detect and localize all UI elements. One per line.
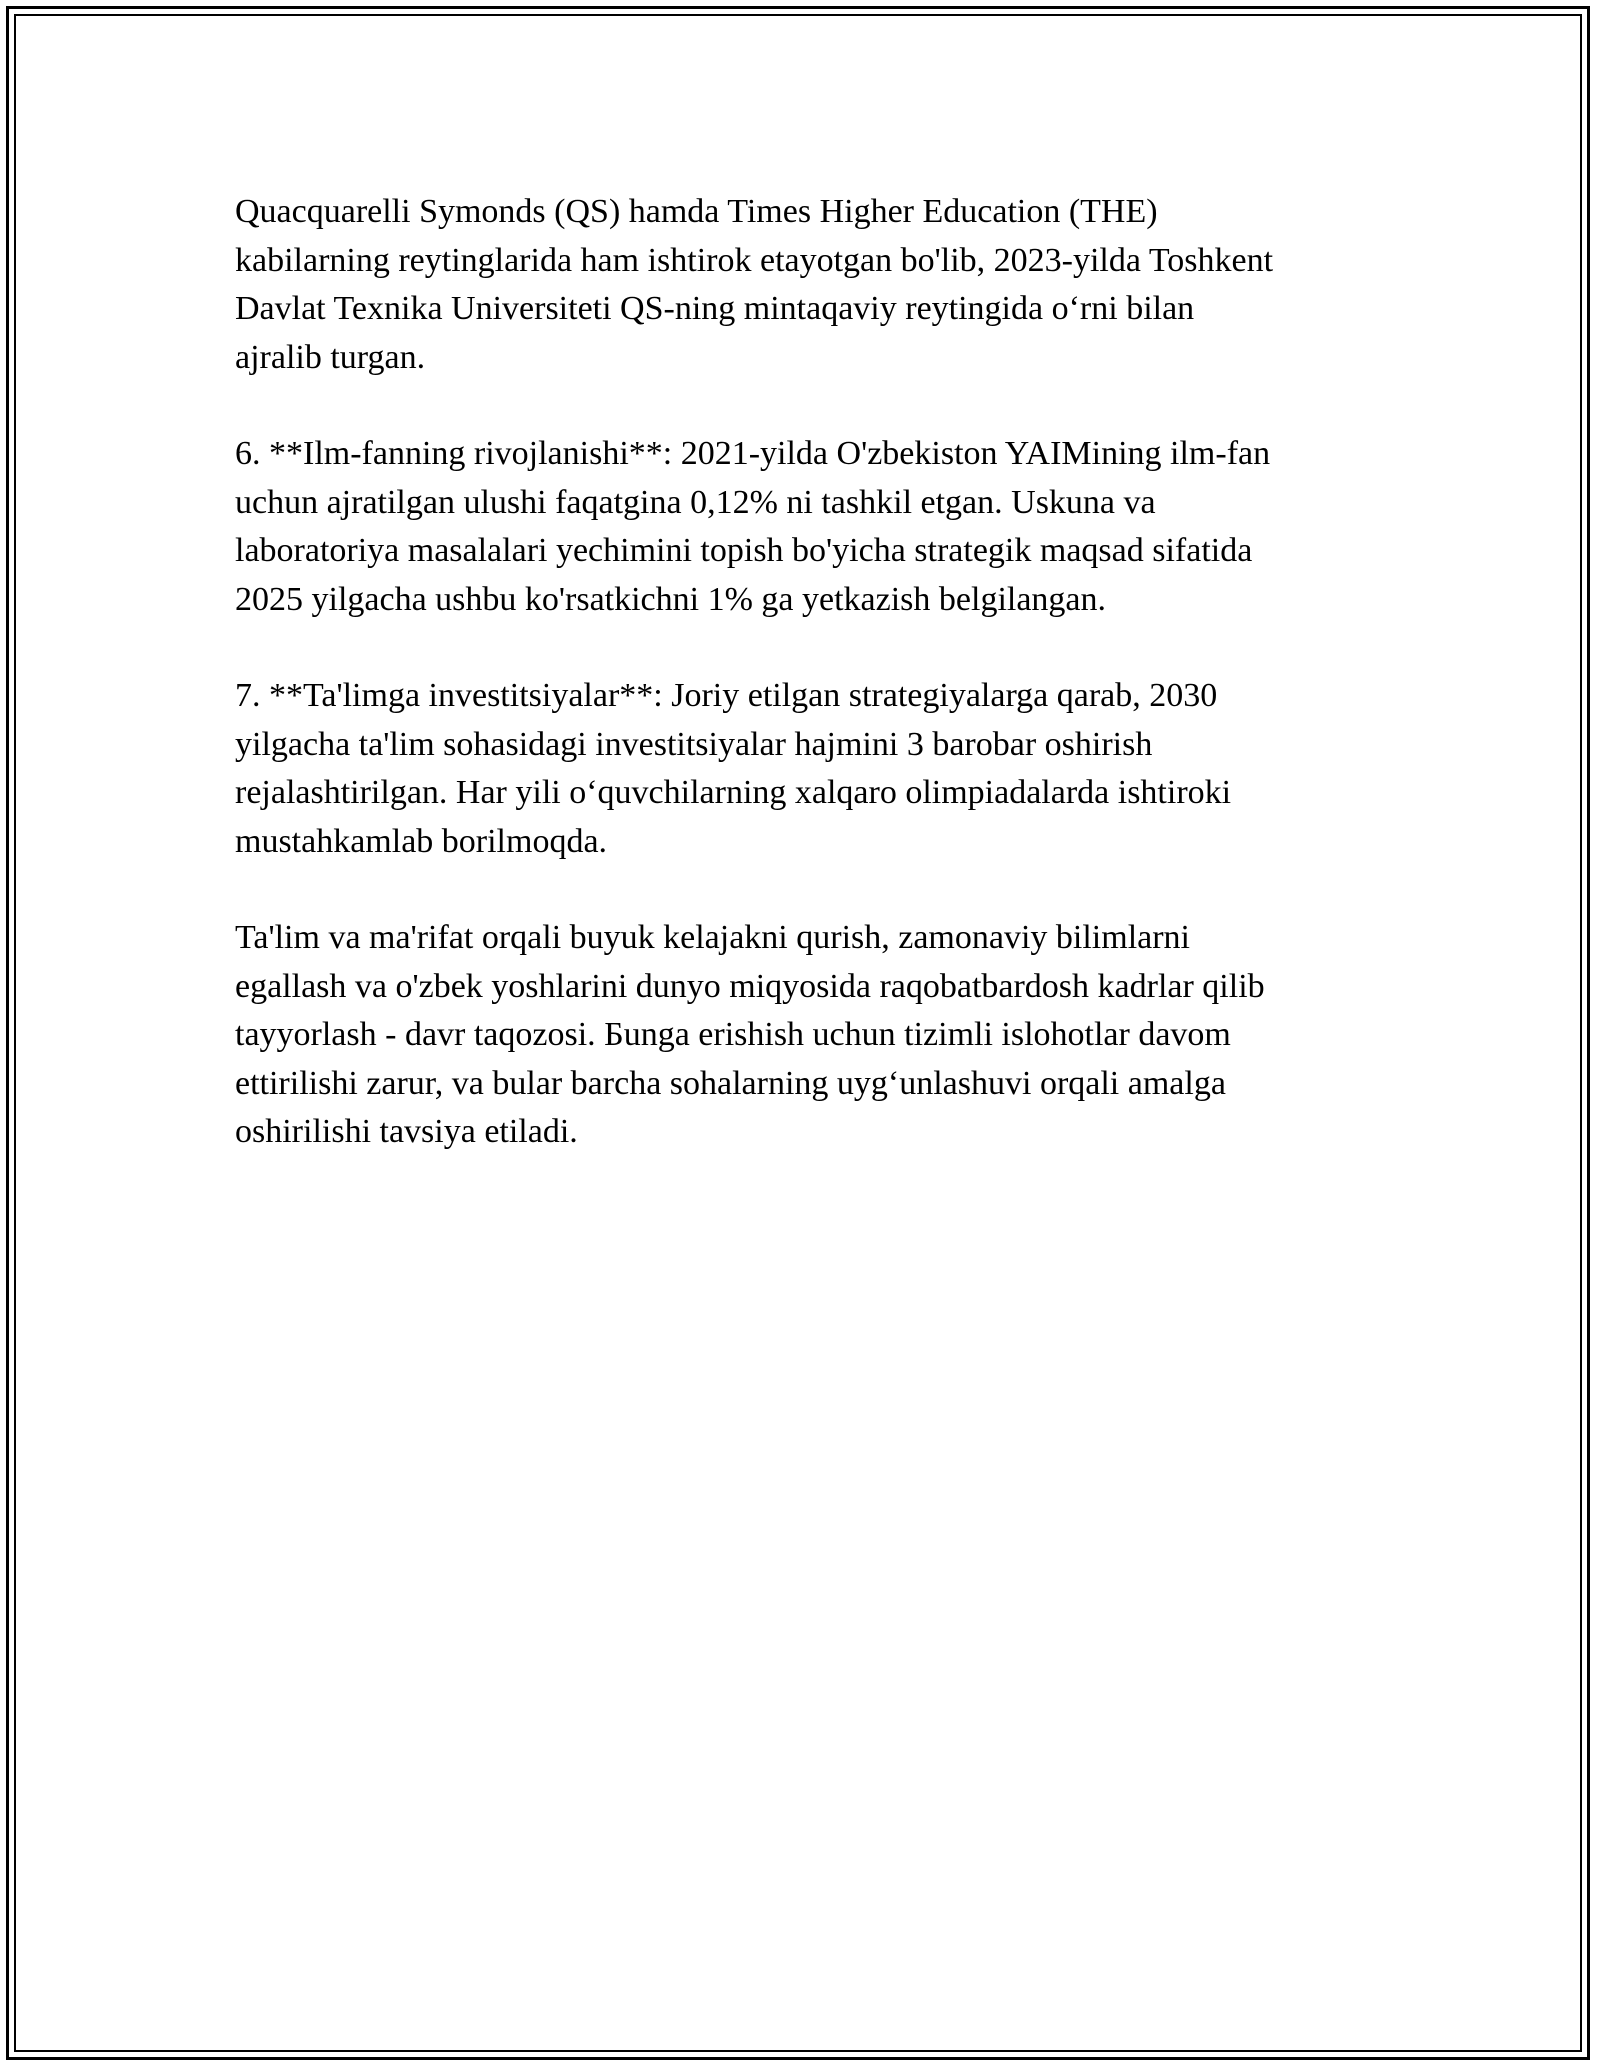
paragraph-education-investments: 7. **Ta'limga investitsiyalar**: Joriy etilgan strategiyalarga qarab, 2030 yilgacha ta'lim sohasidagi investitsiyalar hajmini 3 barobar oshirish rejalashtirilgan. Har yili o‘quvchilarning xalqaro olimpiadalarda ishtiroki mustahkamlab borilmoqda. xyxy=(235,677,1232,860)
paragraph-rankings: Quacquarelli Symonds (QS) hamda Times Higher Education (THE) kabilarning reytinglarida ham ishtirok etayotgan bo'lib, 2023-yilda Toshkent Davlat Texnika Universiteti QS-ning mintaqaviy reytingida o‘rni bilan ajralib turgan. xyxy=(235,193,1274,376)
paragraph-science-development: 6. **Ilm-fanning rivojlanishi**: 2021-yilda O'zbekiston YAIMining ilm-fan uchun ajratilgan ulushi faqatgina 0,12% ni tashkil etgan. Uskuna va laboratoriya masalalari yechimini topish bo'yicha strategik maqsad sifatida 2025 yilgacha ushbu ko'rsatkichni 1% ga yetkazish belgilangan. xyxy=(235,435,1271,618)
document-body xyxy=(235,188,1385,1205)
paragraph-conclusion: Ta'lim va ma'rifat orqali buyuk kelajakni qurish, zamonaviy bilimlarni egallash va o'zbek yoshlarini dunyo miqyosida raqobatbardosh kadrlar qilib tayyorlash - davr taqozosi. Бunga erishish uchun tizimli islohotlar davom ettirilishi zarur, va bular barcha sohalarning uyg‘unlashuvi orqali amalga oshirilishi tavsiya etiladi. xyxy=(235,919,1265,1150)
